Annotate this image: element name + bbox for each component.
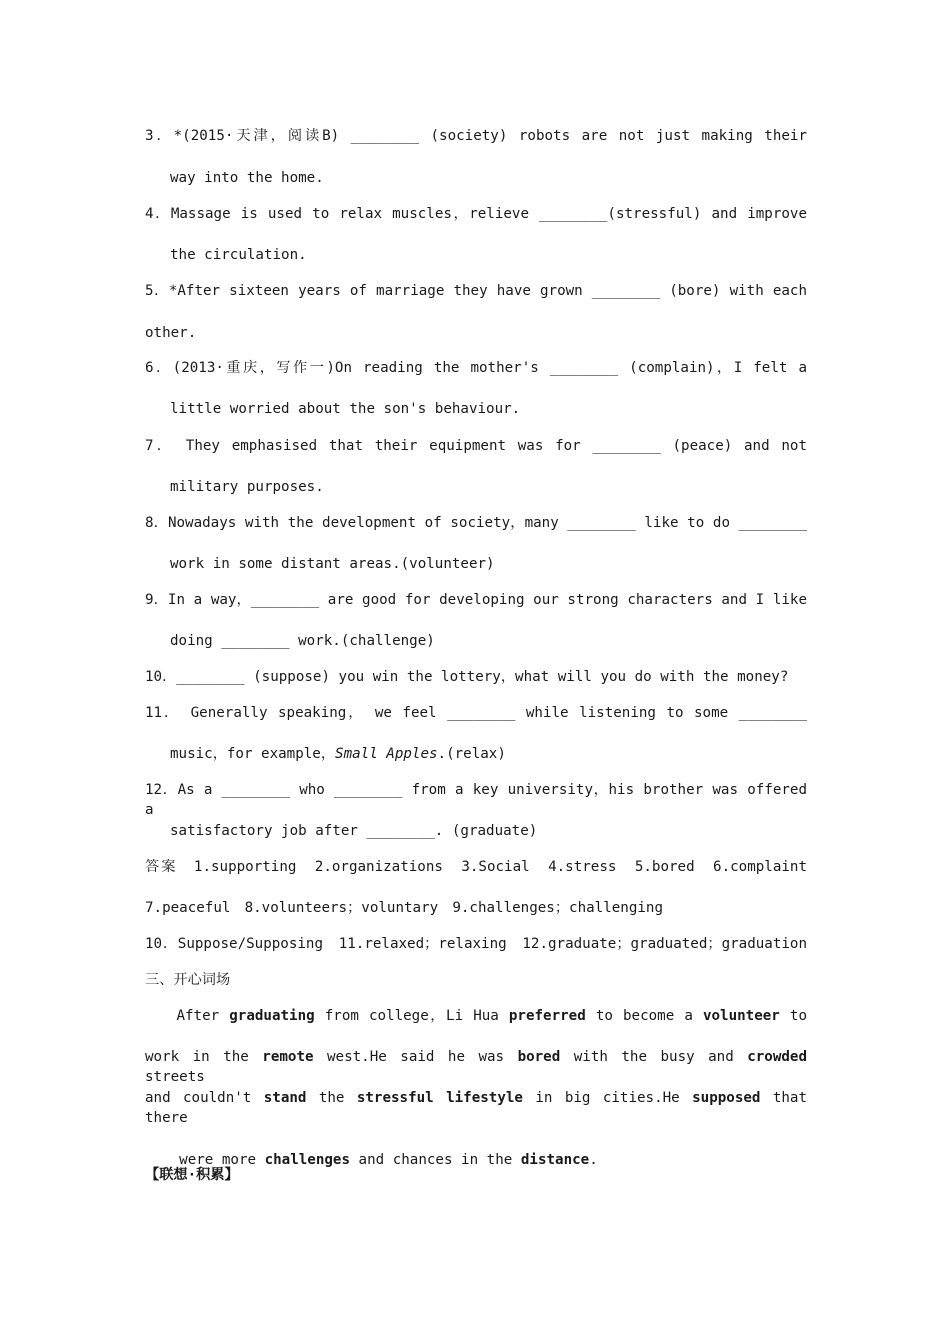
section-title: 三、开心词场 [145, 972, 231, 988]
answers-line1: 答案 1.supporting 2.organizations 3.Social 4.stress 5.bored 6.complaint [145, 859, 807, 875]
passage-text: work in the [145, 1049, 263, 1065]
exercise-6-line2: little worried about the son's behaviour. [170, 401, 521, 417]
passage-line1 [145, 1006, 807, 1026]
exercise-11-text-a: music，for example， [170, 746, 336, 762]
passage-text: with the busy and [560, 1049, 748, 1065]
keyword: graduating [229, 1008, 315, 1024]
passage-text: and chances in the [350, 1152, 521, 1168]
passage-text: to become a [585, 1008, 703, 1024]
passage-text: After [145, 1008, 230, 1024]
keyword: crowded [747, 1049, 808, 1065]
exercise-9-line1: 9．In a way，________ are good for developing our strong characters and I like [145, 592, 807, 608]
passage-text: from college，Li Hua [314, 1008, 509, 1024]
keyword: bored [517, 1049, 561, 1065]
exercise-12-line1: 12．As a ________ who ________ from a key university，his brother was offered a [145, 782, 807, 818]
passage-text: that there [145, 1090, 808, 1126]
passage-line3 [145, 1088, 807, 1128]
exercise-10-line1: 10．________ (suppose) you win the lottery，what will you do with the money? [145, 669, 789, 685]
exercise-4-line1: 4．Massage is used to relax muscles，relieve ________(stressful) and improve [145, 206, 807, 222]
passage-text: to [779, 1008, 807, 1024]
answers-line3: 10．Suppose/Supposing 11.relaxed；relaxing 12.graduate；graduated；graduation [145, 936, 807, 952]
keyword: remote [262, 1049, 314, 1065]
exercise-5-line1: 5．*After sixteen years of marriage they have grown ________ (bore) with each [145, 283, 807, 299]
exercise-3-line2: way into the home. [170, 170, 324, 186]
keyword: stressful lifestyle [356, 1090, 523, 1106]
exercise-9-line2: doing ________ work.(challenge) [170, 633, 435, 649]
exercise-6-line1: 6．(2013·重庆，写作一)On reading the mother's ________ (complain)，I felt a [145, 360, 807, 376]
keyword: stand [263, 1090, 307, 1106]
exercise-7-line2: military purposes. [170, 479, 324, 495]
exercise-11-text-b: .(relax) [437, 746, 506, 762]
passage-text: in big cities.He [522, 1090, 693, 1106]
keyword: distance [520, 1152, 590, 1168]
exercise-4-line2: the circulation. [170, 247, 307, 263]
passage-text: the [306, 1090, 357, 1106]
passage-text: . [589, 1152, 598, 1168]
song-title: Small Apples [335, 746, 438, 762]
exercise-8-line2: work in some distant areas.(volunteer) [170, 556, 495, 572]
keyword: volunteer [702, 1008, 780, 1024]
passage-text: and couldn't [145, 1090, 264, 1106]
passage-text: were more [179, 1152, 265, 1168]
passage-text: west.He said he was [313, 1049, 518, 1065]
exercise-3-line1: 3．*(2015·天津，阅读B) ________ (society) robots are not just making their [145, 128, 807, 144]
keyword: preferred [508, 1008, 586, 1024]
keyword: challenges [264, 1152, 351, 1168]
passage-text: streets [145, 1069, 205, 1085]
answers-line2: 7.peaceful 8.volunteers；voluntary 9.challenges；challenging [145, 900, 663, 916]
keyword: supposed [692, 1090, 761, 1106]
exercise-12-line2: satisfactory job after ________. (graduate) [170, 823, 538, 839]
footer-heading: 【联想·积累】 [145, 1167, 239, 1183]
passage-line2 [145, 1047, 807, 1087]
exercise-7-line1: 7． They emphasised that their equipment was for ________ (peace) and not [145, 438, 807, 454]
exercise-5-line2: other. [145, 325, 197, 341]
exercise-11-line2 [170, 744, 807, 764]
exercise-11-line1: 11． Generally speaking， we feel ________ while listening to some ________ [145, 705, 807, 721]
exercise-8-line1: 8．Nowadays with the development of society，many ________ like to do ________ [145, 515, 807, 531]
